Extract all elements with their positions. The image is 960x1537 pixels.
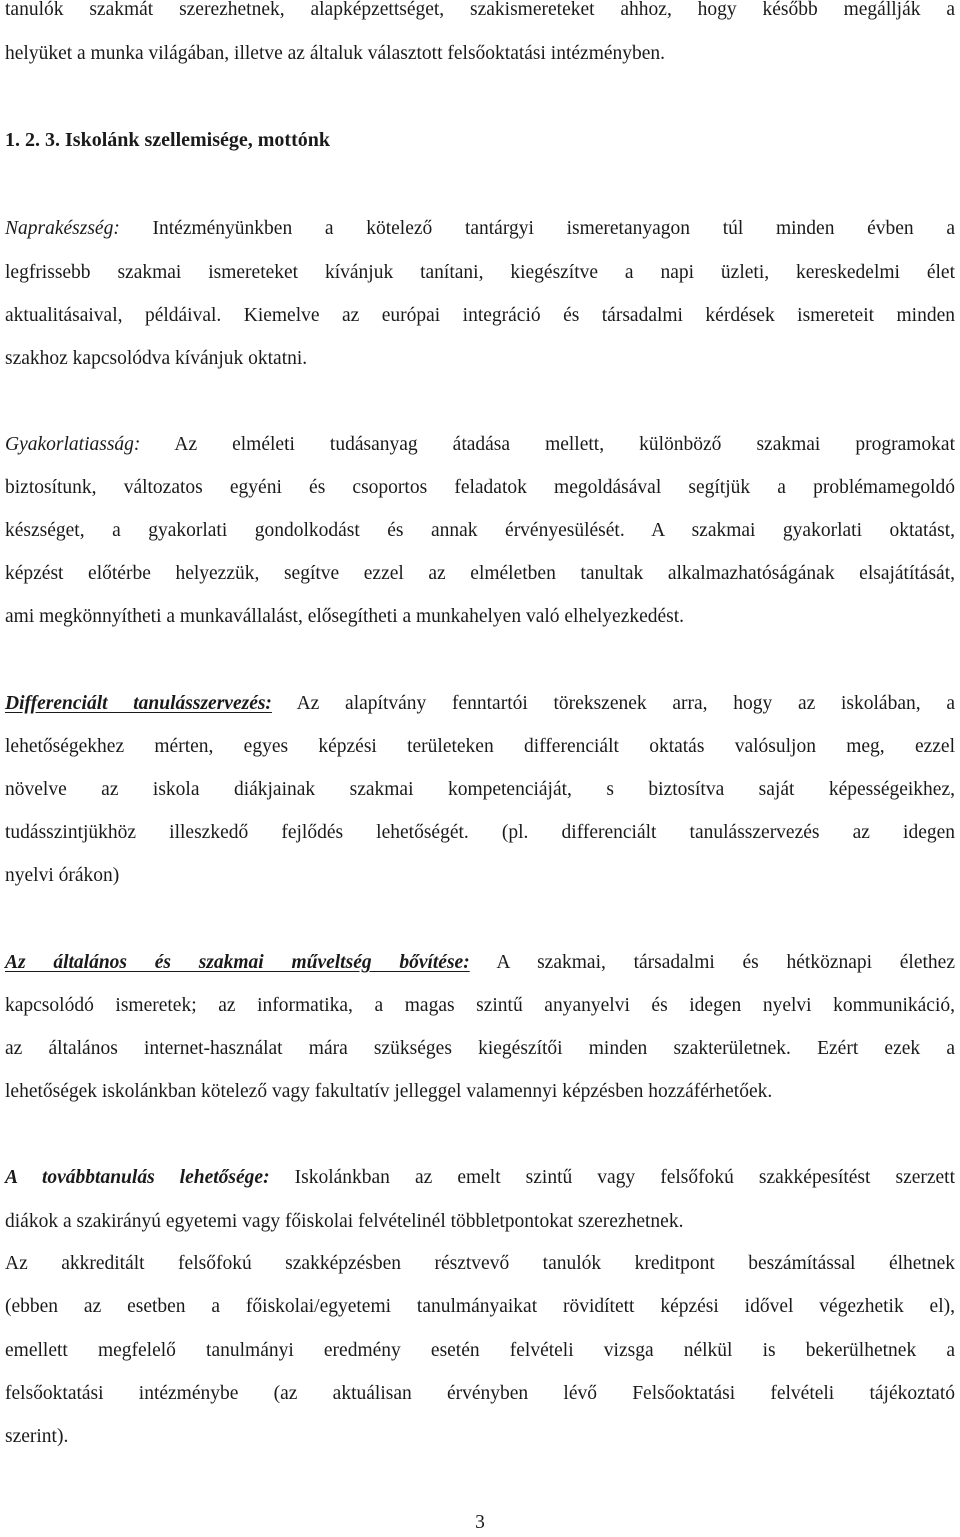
paragraph-altalanos-line-4: lehetőségek iskolánkban kötelező vagy fakultatív jelleggel valamennyi képzésben hozzáférhetőek. [5, 1081, 773, 1102]
paragraph-tovabbtanulas-line-4: (ebben az esetben a főiskolai/egyetemi tanulmányaikat rövidített képzési idővel végezhetik el), [5, 1296, 955, 1317]
paragraph-tovabbtanulas-line-1: A továbbtanulás lehetősége: Iskolánkban az emelt szintű vagy felsőfokú szakképesítést szerzett [5, 1167, 956, 1188]
paragraph-differencialt-line-1: Differenciált tanulásszervezés: Az alapítvány fenntartói törekszenek arra, hogy az iskolában, a [5, 693, 955, 714]
paragraph-gyakorlatiassag-line-2: biztosítunk, változatos egyéni és csoportos feladatok megoldásával segítjük a problémamegoldó [5, 477, 955, 498]
paragraph-differencialt-line-3: növelve az iskola diákjainak szakmai kompetenciáját, s biztosítva saját képességeikhez, [5, 779, 955, 800]
paragraph-gyakorlatiassag-line-3: készséget, a gyakorlati gondolkodást és annak érvényesülését. A szakmai gyakorlati oktatást, [5, 520, 955, 541]
page-number: 3 [475, 1512, 485, 1533]
paragraph-lead-naprakeszseg: Naprakészség: [5, 218, 120, 239]
paragraph-tovabbtanulas-line-2: diákok a szakirányú egyetemi vagy főiskolai felvételinél többletpontokat szerezhetnek. [5, 1211, 684, 1232]
intro-line-2: helyüket a munka világában, illetve az általuk választott felsőoktatási intézményben. [5, 43, 666, 64]
paragraph-lead-differencialt: Differenciált tanulásszervezés: [5, 693, 272, 714]
intro-line-1: tanulók szakmát szerezhetnek, alapképzettséget, szakismereteket ahhoz, hogy később megállják a [5, 0, 955, 20]
paragraph-lead-gyakorlatiassag: Gyakorlatiasság: [5, 434, 141, 455]
paragraph-gyakorlatiassag-line-5: ami megkönnyítheti a munkavállalást, elősegítheti a munkahelyen való elhelyezkedést. [5, 606, 685, 627]
paragraph-tovabbtanulas-line-7: szerint). [5, 1426, 69, 1447]
paragraph-naprakeszseg-line-3: aktualitásaival, példáival. Kiemelve az európai integráció és társadalmi kérdések ismereteit minden [5, 305, 955, 326]
paragraph-differencialt-line-5: nyelvi órákon) [5, 865, 120, 886]
paragraph-naprakeszseg-line-4: szakhoz kapcsolódva kívánjuk oktatni. [5, 348, 308, 369]
paragraph-altalanos-line-3: az általános internet-használat mára szükséges kiegészítői minden szakterületnek. Ezért ezek a [5, 1038, 955, 1059]
paragraph-naprakeszseg-line-2: legfrissebb szakmai ismereteket kívánjuk tanítani, kiegészítve a napi üzleti, kereskedelmi élet [5, 262, 955, 283]
paragraph-differencialt-line-2: lehetőségekhez mérten, egyes képzési területeken differenciált oktatás valósuljon meg, ezzel [5, 736, 955, 757]
paragraph-tovabbtanulas-line-6: felsőoktatási intézménybe (az aktuálisan érvényben lévő Felsőoktatási felvételi tájékoztató [5, 1383, 955, 1404]
section-heading: 1. 2. 3. Iskolánk szellemisége, mottónk [5, 129, 330, 151]
paragraph-gyakorlatiassag-line-1: Gyakorlatiasság: Az elméleti tudásanyag átadása mellett, különböző szakmai programokat [5, 434, 955, 455]
paragraph-lead-tovabbtanulas: A továbbtanulás lehetősége: [5, 1167, 270, 1188]
paragraph-altalanos-line-1: Az általános és szakmai műveltség bővítése: A szakmai, társadalmi és hétköznapi élethez [5, 952, 955, 973]
paragraph-gyakorlatiassag-line-4: képzést előtérbe helyezzük, segítve ezzel az elméletben tanultak alkalmazhatóságának elsajátítását, [5, 563, 955, 584]
paragraph-naprakeszseg-line-1: Naprakészség: Intézményünkben a kötelező tantárgyi ismeretanyagon túl minden évben a [5, 218, 956, 239]
paragraph-tovabbtanulas-line-5: emellett megfelelő tanulmányi eredmény esetén felvételi vizsga nélkül is bekerülhetnek a [5, 1340, 955, 1361]
paragraph-lead-altalanos: Az általános és szakmai műveltség bővítése: [5, 952, 470, 973]
paragraph-tovabbtanulas-line-3: Az akkreditált felsőfokú szakképzésben résztvevő tanulók kreditpont beszámítással élhetnek [5, 1253, 955, 1274]
paragraph-differencialt-line-4: tudásszintjükhöz illeszkedő fejlődés lehetőségét. (pl. differenciált tanulásszervezés az idegen [5, 822, 955, 843]
paragraph-altalanos-line-2: kapcsolódó ismeretek; az informatika, a magas szintű anyanyelvi és idegen nyelvi kommunikáció, [5, 995, 955, 1016]
